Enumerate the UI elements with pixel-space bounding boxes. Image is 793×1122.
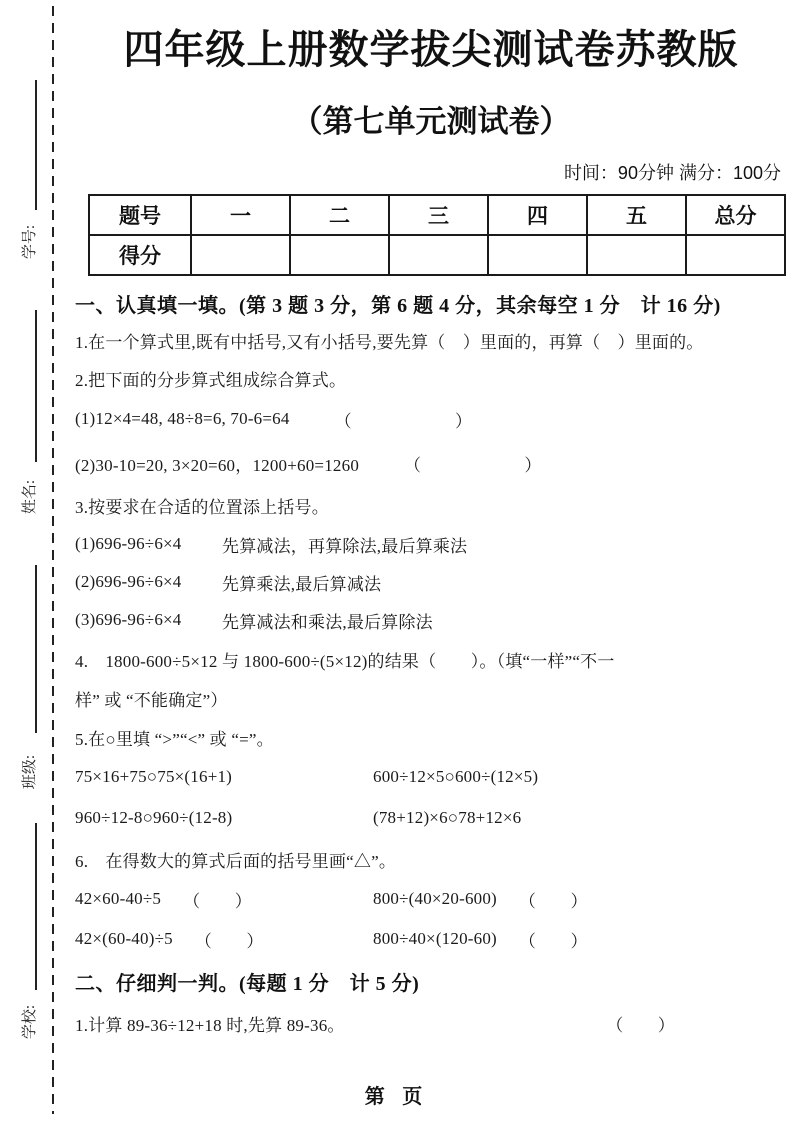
school-writing-line: [35, 823, 37, 990]
score-table-header-cell: 二: [290, 195, 389, 235]
binding-dashed-line: [52, 6, 54, 1114]
question-2-item-1: [75, 397, 787, 441]
score-table-header-cell: 题号: [89, 195, 191, 235]
section-two-heading: 二、仔细判一判。(每题 1 分 计 5 分): [75, 972, 420, 995]
question-5-row-1: [75, 757, 787, 797]
instruction: 先算减法和乘法,最后算除法: [222, 612, 433, 632]
expression-with-blank: [373, 927, 787, 952]
compare-expression: 600÷12×5○600÷(12×5): [373, 767, 539, 786]
answer-blank: （ ）: [194, 931, 264, 951]
question-2-item-2: [75, 441, 787, 485]
score-table-header-cell: 四: [488, 195, 587, 235]
answer-blank: （ ）: [518, 891, 588, 911]
compare-expression: 75×16+75○75×(16+1): [75, 767, 233, 786]
question-4-line-2: 样” 或 “不能确定”）: [75, 690, 228, 710]
score-cell: [587, 235, 686, 275]
score-row-label: 得分: [89, 235, 191, 275]
expression: (1)696-96÷6×4: [75, 534, 182, 553]
score-table-header-cell: 总分: [686, 195, 785, 235]
score-table-header-cell: 五: [587, 195, 686, 235]
answer-blank: （ ）: [334, 411, 473, 431]
expression: 42×60-40÷5: [75, 889, 162, 908]
score-table-header-row: [89, 195, 785, 235]
time-and-score-info: 时间：90分钟 满分：100分: [563, 163, 781, 183]
score-cell: [191, 235, 290, 275]
score-table-score-row: [89, 235, 785, 275]
question-6-row-2: [75, 919, 787, 959]
paper-title: 四年级上册数学拔尖测试卷苏教版: [123, 28, 739, 72]
expression: (3)696-96÷6×4: [75, 610, 182, 629]
answer-blank: （ ）: [518, 931, 588, 951]
answer-blank: （ ）: [183, 891, 252, 911]
score-cell: [389, 235, 488, 275]
question-3: 3.按要求在合适的位置添上括号。: [75, 497, 329, 517]
score-cell: [686, 235, 785, 275]
expression-with-blank: [373, 887, 787, 912]
name-label: 姓名:: [22, 479, 38, 515]
statement: 1.计算 89-36÷12+18 时,先算 89-36。: [75, 1015, 345, 1035]
question-body: [75, 285, 787, 1043]
expression-with-blank: [75, 887, 373, 912]
header: [75, 0, 787, 276]
section-two-question-1: [75, 1003, 787, 1043]
paper-subtitle: （第七单元测试卷）: [291, 104, 571, 139]
question-5: 5.在○里填 “>”“<” 或 “=”。: [75, 729, 274, 749]
instruction: 先算乘法,最后算减法: [222, 574, 382, 594]
section-one-heading: 一、认真填一填。(第 3 题 3 分，第 6 题 4 分，其余每空 1 分 计 16 分): [75, 294, 721, 317]
name-writing-line: [35, 310, 37, 462]
question-5-row-2: [75, 797, 787, 839]
expression: (2)696-96÷6×4: [75, 572, 182, 591]
question-1: 1.在一个算式里,既有中括号,又有小括号,要先算（ ）里面的，再算（ ）里面的。: [75, 332, 704, 352]
class-writing-line: [35, 565, 37, 733]
question-3-item-2: [75, 563, 787, 601]
school-label: 学校:: [22, 1004, 38, 1040]
answer-blank: （ ）: [404, 455, 542, 475]
page-number-footer: 第 页: [364, 1086, 429, 1108]
score-cell: [290, 235, 389, 275]
score-table-header-cell: 三: [389, 195, 488, 235]
expression: 800÷(40×20-600): [373, 889, 497, 908]
instruction: 先算减法，再算除法,最后算乘法: [222, 536, 468, 556]
student-id-label: 学号:: [22, 224, 38, 260]
judge-blank: （ ）: [606, 1015, 675, 1035]
question-2: 2.把下面的分步算式组成综合算式。: [75, 370, 347, 390]
compare-expression: (78+12)×6○78+12×6: [373, 808, 522, 827]
question-3-item-3: [75, 601, 787, 639]
question-6: 6. 在得数大的算式后面的括号里画“△”。: [75, 851, 397, 871]
question-3-item-1: [75, 525, 787, 563]
expression-with-blank: [75, 927, 373, 952]
score-table-header-cell: 一: [191, 195, 290, 235]
question-4-line-1: 4. 1800-600÷5×12 与 1800-600÷(5×12)的结果（ ）。（填“一样”“不一: [75, 651, 615, 671]
expression: (1)12×4=48, 48÷8=6, 70-6=64: [75, 409, 290, 428]
expression: 42×(60-40)÷5: [75, 929, 173, 948]
score-table: [88, 194, 786, 276]
compare-expression: 960÷12-8○960÷(12-8): [75, 808, 233, 827]
class-label: 班级:: [22, 754, 38, 790]
question-6-row-1: [75, 879, 787, 919]
score-cell: [488, 235, 587, 275]
student-id-writing-line: [35, 80, 37, 210]
expression: (2)30-10=20, 3×20=60，1200+60=1260: [75, 455, 360, 475]
expression: 800÷40×(120-60): [373, 929, 497, 948]
